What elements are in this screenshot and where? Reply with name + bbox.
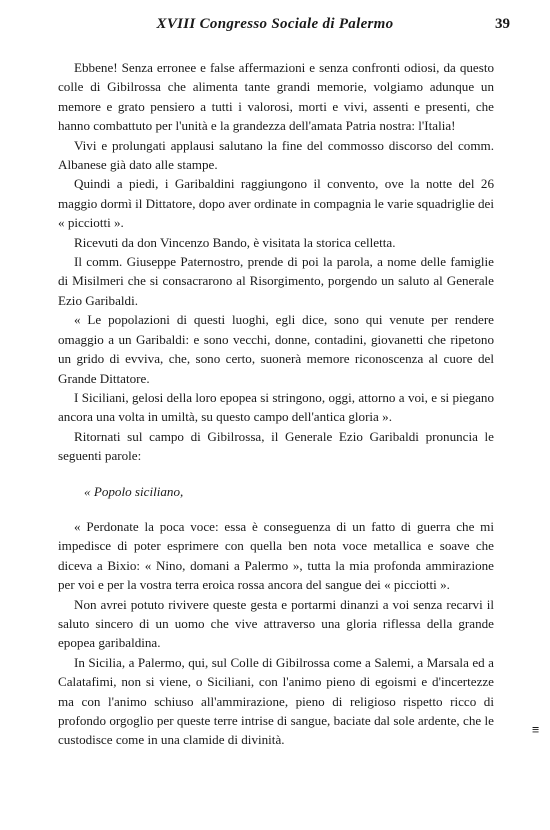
body-text [58, 58, 494, 750]
paragraph: Ebbene! Senza erronee e false affermazioni e senza confronti odiosi, da questo colle di Gibilrossa che alimenta tante grandi memorie, volgiamo adunque un memore e grato pensiero a tutti i valorosi, morti e vivi, assenti e presenti, che hanno combattuto per l'unità e la grandezza dell'amata Patria nostra: l'Italia! [58, 60, 494, 134]
paragraph: I Siciliani, gelosi della loro epopea si stringono, oggi, attorno a voi, e si piegano ancora una volta in umiltà, su questo campo dell'antica gloria ». [58, 389, 494, 425]
margin-mark: ≡ [532, 722, 540, 737]
paragraph: « Le popolazioni di questi luoghi, egli dice, sono qui venute per rendere omaggio a un Garibaldi: e sono vecchi, donne, contadini, giovanetti che ripetono un grido di evviva, che, sono certo, suonerà memore riconoscenza al cuore del Grande Dittatore. [58, 312, 494, 386]
speech-greeting: « Popolo siciliano, [84, 483, 184, 499]
paragraph: Il comm. Giuseppe Paternostro, prende di poi la parola, a nome delle famiglie di Misilmeri che si consacrarono al Risorgimento, porgendo un saluto al Generale Ezio Garibaldi. [58, 254, 494, 308]
running-title: XVIII Congresso Sociale di Palermo [156, 16, 394, 32]
paragraph: Vivi e prolungati applausi salutano la fine del commosso discorso del comm. Albanese già dato alle stampe. [58, 137, 494, 173]
paragraph: Ricevuti da don Vincenzo Bando, è visitata la storica celletta. [74, 234, 396, 250]
paragraph: Ritornati sul campo di Gibilrossa, il Generale Ezio Garibaldi pronuncia le seguenti parole: [58, 428, 494, 464]
page-header [40, 16, 510, 38]
page-number: 39 [495, 16, 510, 32]
speech-paragraph: In Sicilia, a Palermo, qui, sul Colle di Gibilrossa come a Salemi, a Marsala ed a Calatafimi, non si viene, o Siciliani, con l'animo pieno di egoismi e d'incertezze ma con l'animo schiuso all'ammirazione, pieno di religioso rispetto ricco di profondo orgoglio per queste terre intrise di sangue, baciate dal sole ardente, che le custodisce come in una clamide di divinità. [58, 654, 494, 748]
speech-paragraph: Non avrei potuto rivivere queste gesta e portarmi dinanzi a voi senza recarvi il saluto sincero di un uomo che vive attraverso una gloria riflessa della grande epopea garibaldina. [58, 596, 494, 651]
paragraph: Quindi a piedi, i Garibaldini raggiungono il convento, ove la notte del 26 maggio dormì il Dittatore, dopo aver ordinate in compagnia le varie squadriglie dei « picciotti ». [58, 176, 494, 231]
speech-paragraph: « Perdonate la poca voce: essa è conseguenza di un fatto di guerra che mi impedisce di poter esprimere con quella ben nota voce metallica e soave che diceva a Bixio: « Nino, domani a Palermo », tutta la mia profonda ammirazione per voi e per la vostra terra eroica rossa ancora del sangue dei « picciotti ». [58, 518, 494, 593]
